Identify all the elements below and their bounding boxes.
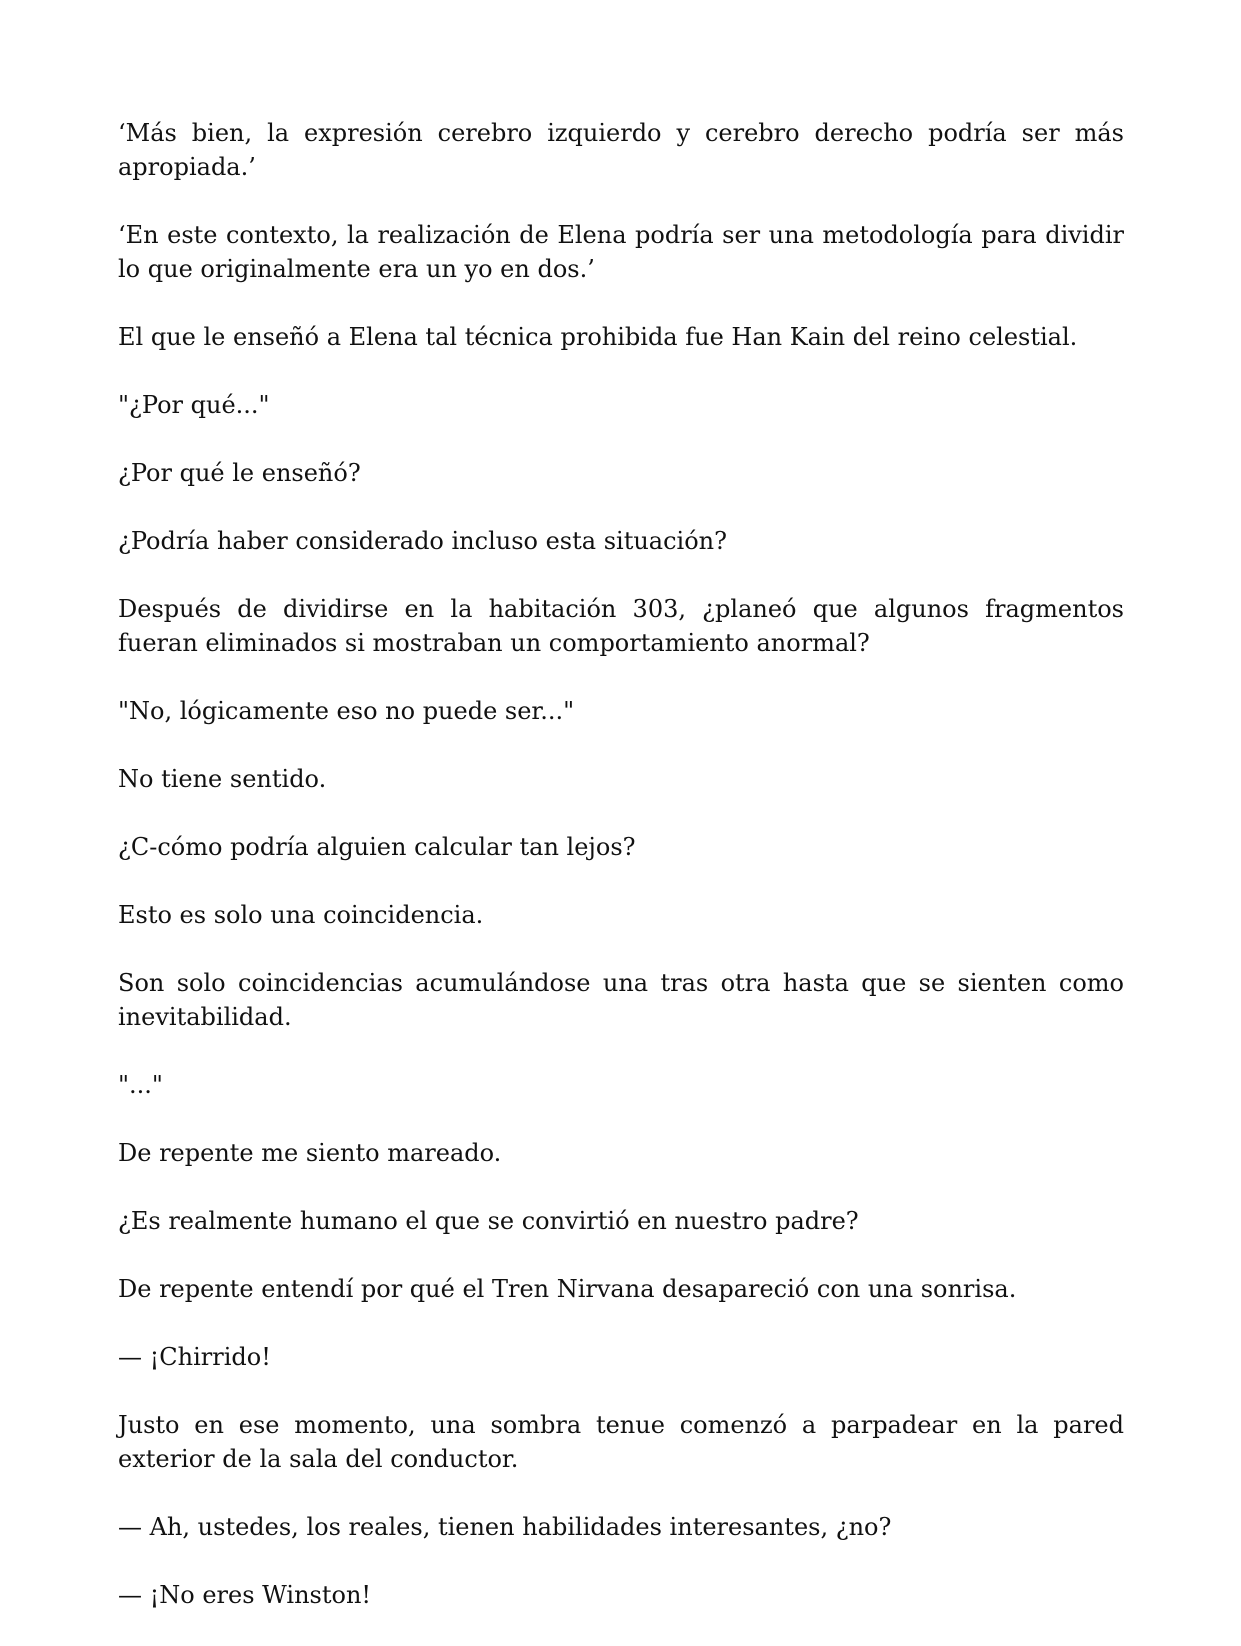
paragraph: ¿Por qué le enseñó? bbox=[118, 459, 361, 487]
paragraph: ¿Podría haber considerado incluso esta situación? bbox=[118, 527, 727, 555]
paragraph: ‘Más bien, la expresión cerebro izquierdo y cerebro derecho podría ser más apropiada.’ bbox=[118, 119, 1124, 181]
text-body bbox=[118, 116, 1124, 1646]
paragraph: "No, lógicamente eso no puede ser..." bbox=[118, 697, 575, 725]
paragraph: ¿Es realmente humano el que se convirtió en nuestro padre? bbox=[118, 1207, 859, 1235]
paragraph: "¿Por qué..." bbox=[118, 391, 270, 419]
paragraph: Esto es solo una coincidencia. bbox=[118, 901, 484, 929]
paragraph: De repente me siento mareado. bbox=[118, 1139, 502, 1167]
paragraph: "..." bbox=[118, 1071, 163, 1099]
paragraph: Justo en ese momento, una sombra tenue comenzó a parpadear en la pared exterior de la sala del conductor. bbox=[118, 1411, 1124, 1473]
paragraph: De repente entendí por qué el Tren Nirvana desapareció con una sonrisa. bbox=[118, 1275, 1017, 1303]
paragraph: Después de dividirse en la habitación 303, ¿planeó que algunos fragmentos fueran eliminados si mostraban un comportamiento anormal? bbox=[118, 595, 1124, 657]
paragraph: No tiene sentido. bbox=[118, 765, 327, 793]
paragraph: ‘En este contexto, la realización de Elena podría ser una metodología para dividir lo que originalmente era un yo en dos.’ bbox=[118, 221, 1124, 283]
paragraph: — ¡Chirrido! bbox=[118, 1343, 271, 1371]
paragraph: — ¡No eres Winston! bbox=[118, 1581, 372, 1609]
paragraph: — Ah, ustedes, los reales, tienen habilidades interesantes, ¿no? bbox=[118, 1513, 892, 1541]
paragraph: El que le enseñó a Elena tal técnica prohibida fue Han Kain del reino celestial. bbox=[118, 323, 1078, 351]
paragraph: Son solo coincidencias acumulándose una tras otra hasta que se sienten como inevitabilidad. bbox=[118, 969, 1124, 1031]
paragraph: ¿C-cómo podría alguien calcular tan lejos? bbox=[118, 833, 636, 861]
